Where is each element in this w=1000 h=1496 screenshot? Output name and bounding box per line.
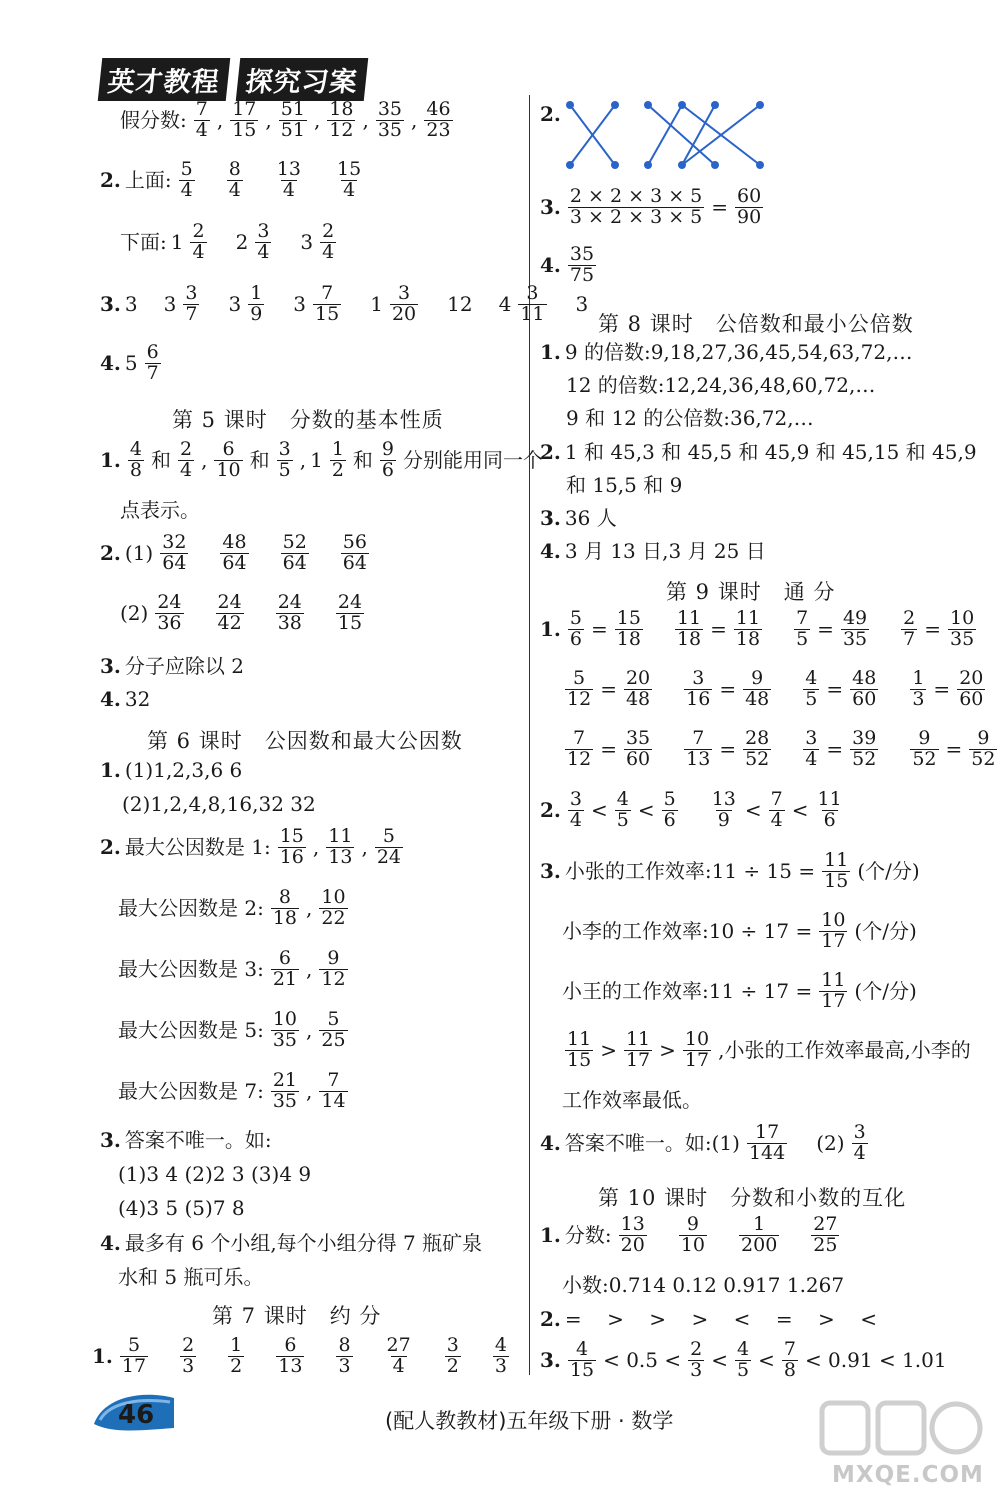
- l8-q1c: 9 和 12 的公倍数:36,72,…: [566, 406, 814, 430]
- l9-q1-row3: $\frac{7}{12}$ = $\frac{35}{60}$ $\frac{7}{13}$ = $\frac{28}{52}$ $\frac{3}{4}$ = $\frac{39}{52}$ $\frac{9}{52}$ = $\frac{9}{52}$: [567, 727, 996, 770]
- l9-q2: 2. $\frac{3}{4}$ < $\frac{4}{5}$ < $\frac{5}{6}$ $\frac{13}{9}$ < $\frac{7}{4}$ < $\frac{11}{6}$: [540, 788, 842, 831]
- l9-q1-row1: 1. $\frac{5}{6}$ = $\frac{15}{18}$ $\frac{11}{18}$ = $\frac{11}{18}$ $\frac{7}{5}$ = $\frac{49}{35}$ $\frac{2}{7}$ = $\frac{10}{35}$: [540, 607, 975, 650]
- l9-q1-row2: $\frac{5}{12}$ = $\frac{20}{48}$ $\frac{3}{16}$ = $\frac{9}{48}$ $\frac{4}{5}$ = $\frac{48}{60}$ $\frac{1}{3}$ = $\frac{20}{60}$: [567, 667, 984, 710]
- l5-q2-2: (2) $\frac{24}{36}$ $\frac{24}{42}$ $\frac{24}{38}$ $\frac{24}{15}$: [120, 591, 363, 634]
- l9-q3-compare: $\frac{11}{15}$ > $\frac{11}{17}$ > $\frac{10}{17}$ ,小张的工作效率最高,小李的: [567, 1028, 971, 1071]
- l8-q3: 3. 36 人: [540, 506, 617, 530]
- improper-fractions: 假分数: $\frac{7}{4}$ , $\frac{17}{15}$ , $\frac{51}{51}$ , $\frac{18}{12}$ , $\frac{35}{35}$ , $\frac{46}{23}$: [120, 98, 451, 141]
- l6-q3b: (4)3 5 (5)7 8: [118, 1196, 245, 1220]
- l6-gcf7: 最大公因数是 7: $\frac{21}{35}$ , $\frac{7}{14}$: [118, 1069, 346, 1112]
- l7-q1: 1. $\frac{5}{17}$ $\frac{2}{3}$ $\frac{1}{2}$ $\frac{6}{13}$ $\frac{8}{3}$ $\frac{27}{4}$ $\frac{3}{2}$ $\frac{4}{3}$: [92, 1334, 507, 1377]
- l9-q3-li: 小李的工作效率:10 ÷ 17 = $\frac{10}{17}$ (个/分): [562, 909, 917, 952]
- l9-q3-zhang: 3. 小张的工作效率:11 ÷ 15 = $\frac{11}{15}$ (个/分): [540, 849, 920, 892]
- lesson10-heading: 第 10 课时 分数和小数的互化: [598, 1186, 907, 1210]
- l8-q1a: 1. 9 的倍数:9,18,27,36,45,54,63,72,…: [540, 340, 913, 364]
- l7-q2-label: 2.: [540, 102, 561, 126]
- l8-q2a: 2. 1 和 45,3 和 45,5 和 45,9 和 45,15 和 45,9: [540, 440, 977, 464]
- brand-title-2: 探究习案: [236, 58, 369, 101]
- lesson7-heading: 第 7 课时 约 分: [212, 1304, 382, 1328]
- l9-q3-wang: 小王的工作效率:11 ÷ 17 = $\frac{11}{17}$ (个/分): [562, 969, 917, 1012]
- l5-q1: 1. $\frac{4}{8}$ 和 $\frac{2}{4}$ , $\frac{6}{10}$ 和 $\frac{3}{5}$ , 1 $\frac{1}{2}$ 和 $\frac{9}{6}$ 分别能用同一个: [100, 438, 543, 481]
- q3: 3. 3 3 $\frac{3}{7}$ 3 $\frac{1}{9}$ 3 $\frac{7}{15}$ 1 $\frac{3}{20}$ 12 4 $\frac{3}{11}$ 3: [100, 282, 589, 325]
- l6-q3a: (1)3 4 (2)2 3 (3)4 9: [118, 1162, 312, 1186]
- l5-q3: 3. 分子应除以 2: [100, 654, 244, 678]
- lesson5-heading: 第 5 课时 分数的基本性质: [172, 408, 444, 432]
- header-banner: [100, 58, 366, 101]
- l6-q4a: 4. 最多有 6 个小组,每个小组分得 7 瓶矿泉: [100, 1231, 483, 1255]
- matching-lines: [570, 105, 760, 165]
- l9-q3-conclusion: 工作效率最低。: [562, 1088, 702, 1112]
- l6-gcf3: 最大公因数是 3: $\frac{6}{21}$ , $\frac{9}{12}$: [118, 947, 346, 990]
- lesson8-heading: 第 8 课时 公倍数和最小公倍数: [598, 312, 914, 336]
- l8-q2b: 和 15,5 和 9: [566, 473, 683, 497]
- brand-title-1: 英才教程: [98, 58, 231, 101]
- l5-q2-1: 2. (1) $\frac{32}{64}$ $\frac{48}{64}$ $\frac{52}{64}$ $\frac{56}{64}$: [100, 531, 367, 574]
- l9-q4: 4. 答案不唯一。如:(1) $\frac{17}{144}$ (2) $\frac{3}{4}$: [540, 1121, 866, 1164]
- l6-gcf2: 最大公因数是 2: $\frac{8}{18}$ , $\frac{10}{22}$: [118, 886, 346, 929]
- l8-q1b: 12 的倍数:12,24,36,48,60,72,…: [566, 373, 876, 397]
- l10-q3: 3. $\frac{4}{15}$ < 0.5 < $\frac{2}{3}$ < $\frac{4}{5}$ < $\frac{7}{8}$ < 0.91 < 1.01: [540, 1338, 947, 1381]
- lesson9-heading: 第 9 课时 通 分: [666, 580, 836, 604]
- matching-diagram: [560, 95, 800, 175]
- lesson6-heading: 第 6 课时 公因数和最大公因数: [147, 729, 463, 753]
- q2-top: 2. 上面: $\frac{5}{4}$ $\frac{8}{4}$ $\frac{13}{4}$ $\frac{15}{4}$: [100, 158, 362, 201]
- q4: 4. 5 $\frac{6}{7}$: [100, 341, 159, 384]
- l7-q3: 3. $\frac{2 \times 2 \times 3 \times 5}{3 \times 2 \times 3 \times 5}$ = $\frac{60}{90}$: [540, 185, 762, 228]
- l5-q4: 4. 32: [100, 687, 151, 711]
- l6-q3: 3. 答案不唯一。如:: [100, 1128, 272, 1152]
- l6-q1b: (2)1,2,4,8,16,32 32: [122, 792, 316, 816]
- q2-bottom: 下面: 1 $\frac{2}{4}$ 2 $\frac{3}{4}$ 3 $\frac{2}{4}$: [120, 220, 335, 263]
- l7-q4: 4. $\frac{35}{75}$: [540, 243, 595, 286]
- l10-q1-decimals: 小数:0.714 0.12 0.917 1.267: [562, 1273, 845, 1297]
- l5-q1-cont: 点表示。: [120, 498, 200, 522]
- l6-gcf1: 2. 最大公因数是 1: $\frac{15}{16}$ , $\frac{11}{13}$ , $\frac{5}{24}$: [100, 825, 401, 868]
- l10-q2: 2. = > > > < = > <: [540, 1307, 877, 1331]
- watermark-text: MXQE.COM: [832, 1462, 984, 1488]
- l10-q1-fractions: 1. 分数: $\frac{13}{20}$ $\frac{9}{10}$ $\frac{1}{200}$ $\frac{27}{25}$: [540, 1213, 838, 1256]
- l8-q4: 4. 3 月 13 日,3 月 25 日: [540, 539, 766, 563]
- l6-q4b: 水和 5 瓶可乐。: [118, 1265, 264, 1289]
- page-number: 46: [118, 1400, 155, 1430]
- l6-q1a: 1. (1)1,2,3,6 6: [100, 758, 243, 782]
- l6-gcf5: 最大公因数是 5: $\frac{10}{35}$ , $\frac{5}{25}$: [118, 1008, 346, 1051]
- footer-title: (配人教教材)五年级下册 · 数学: [385, 1409, 674, 1433]
